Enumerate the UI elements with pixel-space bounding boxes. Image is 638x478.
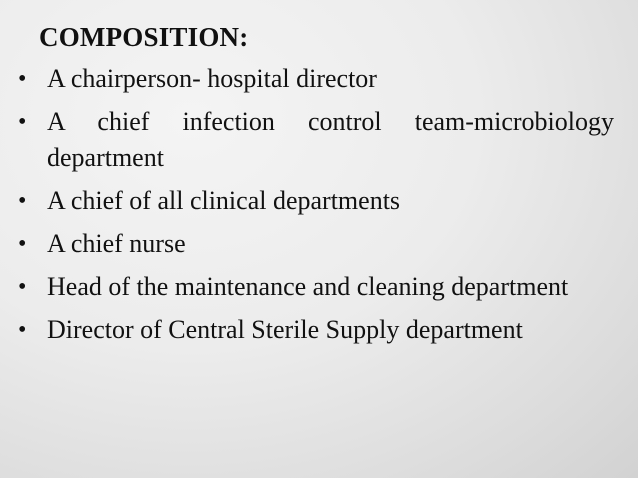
slide-heading: COMPOSITION: — [39, 22, 249, 52]
bullet-item — [18, 104, 614, 176]
bullet-text: Director of Central Sterile Supply department — [47, 315, 523, 344]
bullet-text: A chief of all clinical departments — [47, 186, 401, 215]
bullet-item — [18, 183, 614, 219]
bullet-icon: • — [18, 231, 27, 257]
bullet-item — [18, 312, 614, 348]
bullet-item — [18, 61, 614, 97]
bullet-list — [18, 61, 614, 355]
bullet-icon: • — [18, 317, 27, 343]
bullet-item — [18, 226, 614, 262]
bullet-text: Head of the maintenance and cleaning department — [47, 272, 569, 301]
bullet-item — [18, 269, 614, 305]
bullet-icon: • — [18, 188, 27, 214]
bullet-icon: • — [18, 66, 27, 92]
bullet-text: A chairperson- hospital director — [47, 64, 377, 93]
bullet-icon: • — [18, 274, 27, 300]
bullet-text: A chief nurse — [47, 229, 186, 258]
bullet-icon: • — [18, 109, 27, 135]
bullet-text: A chief infection control team-microbiology department — [47, 107, 614, 172]
